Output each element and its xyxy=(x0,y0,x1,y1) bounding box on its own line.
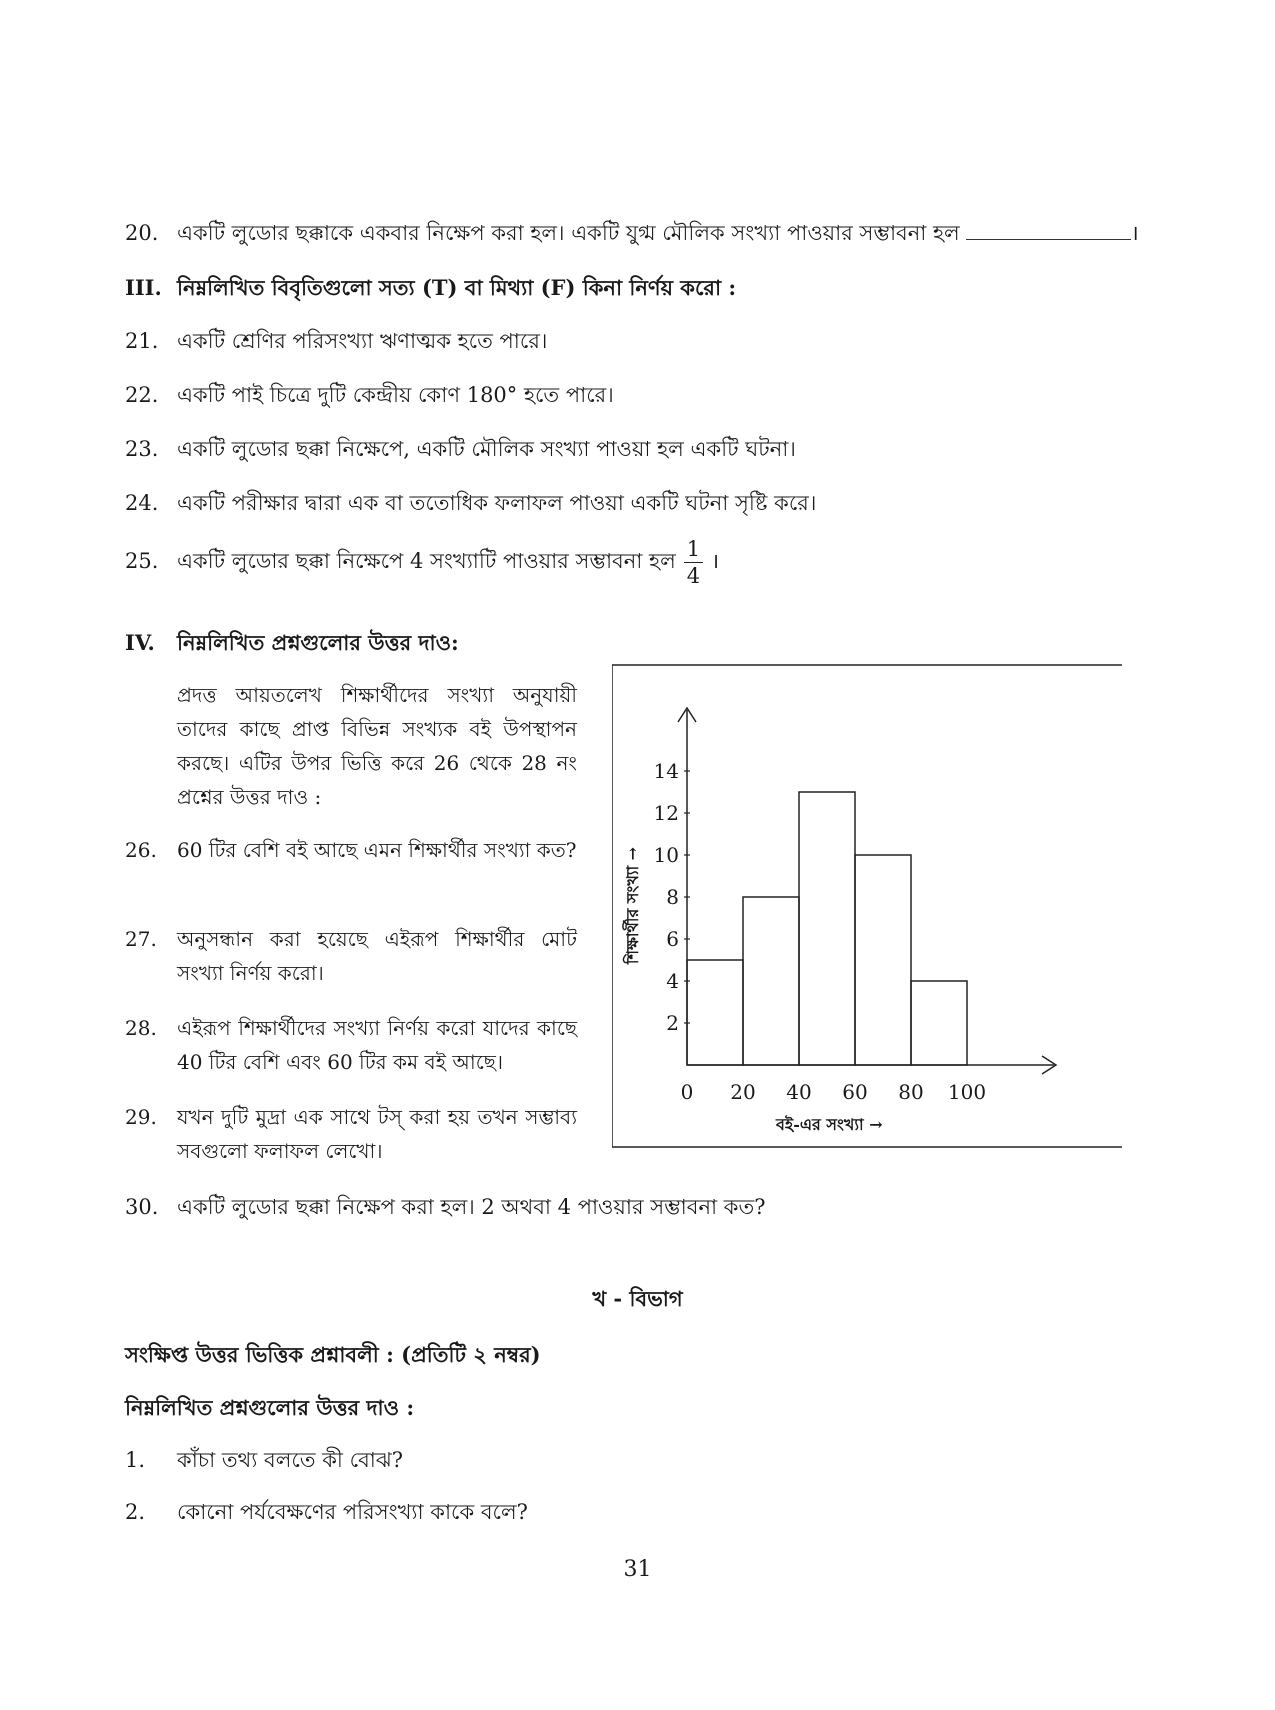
histogram-chart xyxy=(612,662,1122,1150)
x-axis-title: বই-এর সংখ্যা → xyxy=(776,1115,883,1134)
question-25 xyxy=(125,536,719,589)
section-iii-heading xyxy=(125,272,736,307)
section-title: নিম্নলিখিত প্রশ্নগুলোর উত্তর দাও: xyxy=(177,630,459,655)
y-tick-label: 6 xyxy=(666,927,679,951)
page-number: 31 xyxy=(623,1557,652,1582)
fraction-denominator: 4 xyxy=(686,564,701,588)
y-tick-label: 10 xyxy=(653,843,679,867)
question-text: 60 টির বেশি বই আছে এমন শিক্ষার্থীর সংখ্যা কত? xyxy=(177,838,577,862)
x-tick-label: 100 xyxy=(947,1080,987,1104)
question-text: এইরূপ শিক্ষার্থীদের সংখ্যা নির্ণয় করো যাদের কাছে 40 টির বেশি এবং 60 টির কম বই আছে। xyxy=(177,1016,577,1074)
fraction-numerator: 1 xyxy=(684,536,703,563)
question-number: 23. xyxy=(125,437,159,461)
question-number: 28. xyxy=(125,1016,157,1040)
y-tick-label: 4 xyxy=(666,969,679,993)
full-stop: । xyxy=(1130,221,1139,245)
question-text: একটি লুডোর ছক্কাকে একবার নিক্ষেপ করা হল। একটি যুগ্ম মৌলিক সংখ্যা পাওয়ার সম্ভাবনা হল xyxy=(177,221,960,245)
question-text: কাঁচা তথ্য বলতে কী বোঝ? xyxy=(177,1448,404,1472)
x-tick-label: 60 xyxy=(842,1080,868,1104)
question-number: 20. xyxy=(125,221,159,245)
question-text: একটি শ্রেণির পরিসংখ্যা ঋণাত্মক হতে পারে। xyxy=(177,329,548,353)
question-number: 29. xyxy=(125,1105,157,1129)
y-tick-label: 8 xyxy=(666,885,679,909)
question-text: একটি লুডোর ছক্কা নিক্ষেপে 4 সংখ্যাটি পাওয়ার সম্ভাবনা হল xyxy=(177,549,676,573)
x-tick-label: 40 xyxy=(786,1080,812,1104)
answer-instruction: নিম্নলিখিত প্রশ্নগুলোর উত্তর দাও : xyxy=(125,1395,415,1420)
question-number: 21. xyxy=(125,329,159,353)
section-iv-heading xyxy=(125,627,459,662)
histogram-bar xyxy=(743,897,799,1065)
question-30 xyxy=(125,1192,765,1222)
question-number: 22. xyxy=(125,383,159,407)
question-text: একটি পাই চিত্রে দুটি কেন্দ্রীয় কোণ 180° হতে পারে। xyxy=(177,383,614,407)
question-text: যখন দুটি মুদ্রা এক সাথে টস্ করা হয় তখন সম্ভাব্য সবগুলো ফলাফল লেখো। xyxy=(177,1105,577,1163)
question-text: অনুসন্ধান করা হয়েছে এইরূপ শিক্ষার্থীর মোট সংখ্যা নির্ণয় করো। xyxy=(177,927,577,985)
x-tick-label: 0 xyxy=(680,1080,694,1104)
y-tick-label: 14 xyxy=(653,759,679,783)
y-tick-label: 12 xyxy=(653,801,679,825)
question-24 xyxy=(125,488,816,518)
question-b2 xyxy=(125,1497,528,1527)
question-text: কোনো পর্যবেক্ষণের পরিসংখ্যা কাকে বলে? xyxy=(177,1500,528,1524)
section-number: III. xyxy=(125,275,162,300)
short-answer-heading: সংক্ষিপ্ত উত্তর ভিত্তিক প্রশ্নাবলী : (প্রতিটি ২ নম্বর) xyxy=(125,1342,541,1367)
question-number: 25. xyxy=(125,549,159,573)
question-number: 26. xyxy=(125,838,157,862)
question-number: 1. xyxy=(125,1448,146,1472)
question-22 xyxy=(125,380,614,410)
histogram-figure xyxy=(612,662,1122,1150)
y-tick-label: 2 xyxy=(666,1011,679,1035)
question-text: একটি পরীক্ষার দ্বারা এক বা ততোধিক ফলাফল পাওয়া একটি ঘটনা সৃষ্টি করে। xyxy=(177,491,817,515)
histogram-bar xyxy=(855,855,911,1065)
histogram-bar xyxy=(687,960,743,1065)
section-number: IV. xyxy=(125,630,155,655)
question-27 xyxy=(125,922,577,990)
x-tick-label: 80 xyxy=(898,1080,924,1104)
fraction xyxy=(684,536,703,589)
histogram-intro: প্রদত্ত আয়তলেখ শিক্ষার্থীদের সংখ্যা অনুযায়ী তাদের কাছে প্রাপ্ত বিভিন্ন সংখ্যক বই উপস্থাপন করছে। এটির উপর ভিত্তি করে 26 থেকে 28 নং প্রশ্নের উত্তর দাও : xyxy=(177,683,577,809)
question-number: 2. xyxy=(125,1500,146,1524)
x-tick-label: 20 xyxy=(730,1080,756,1104)
question-28 xyxy=(125,1011,577,1079)
answer-blank[interactable] xyxy=(966,221,1131,240)
histogram-bar xyxy=(911,981,967,1065)
full-stop: । xyxy=(711,549,720,573)
question-number: 24. xyxy=(125,491,159,515)
question-text: একটি লুডোর ছক্কা নিক্ষেপে, একটি মৌলিক সংখ্যা পাওয়া হল একটি ঘটনা। xyxy=(177,437,796,461)
question-26 xyxy=(125,833,577,867)
question-number: 27. xyxy=(125,927,157,951)
histogram-bar xyxy=(799,792,855,1065)
section-b-heading: খ - বিভাগ xyxy=(592,1286,683,1311)
question-20 xyxy=(125,218,1139,248)
question-number: 30. xyxy=(125,1195,159,1219)
section-title: নিম্নলিখিত বিবৃতিগুলো সত্য (T) বা মিথ্যা (F) কিনা নির্ণয় করো : xyxy=(177,275,737,300)
question-23 xyxy=(125,434,796,464)
question-b1 xyxy=(125,1445,403,1475)
question-text: একটি লুডোর ছক্কা নিক্ষেপ করা হল। 2 অথবা 4 পাওয়ার সম্ভাবনা কত? xyxy=(177,1195,766,1219)
y-axis-title: শিক্ষার্থীর সংখ্যা → xyxy=(623,846,643,965)
question-29 xyxy=(125,1100,577,1168)
question-21 xyxy=(125,326,547,356)
